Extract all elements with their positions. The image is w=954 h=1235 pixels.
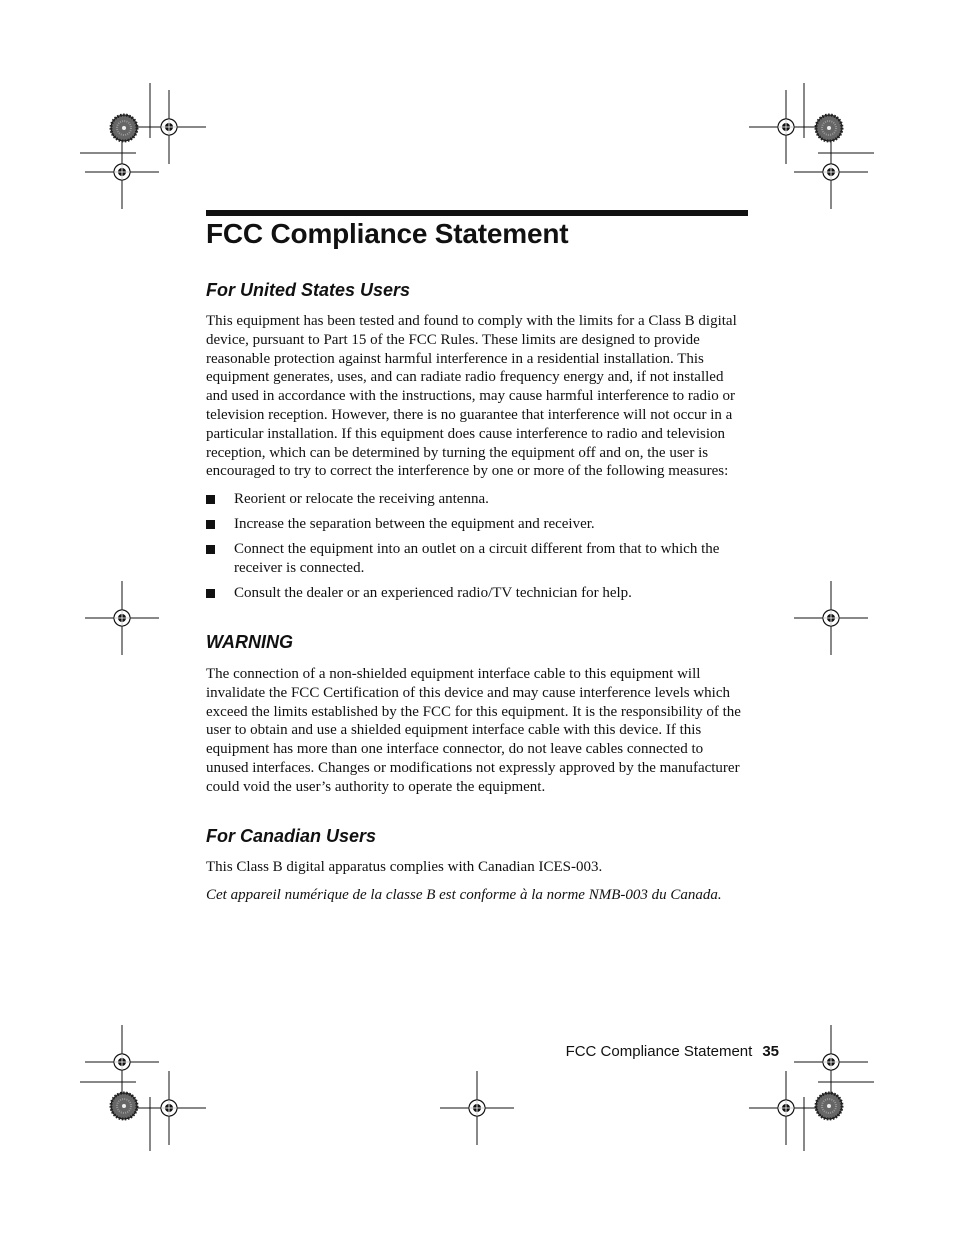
registration-mark [85, 581, 159, 655]
registration-mark [794, 135, 868, 209]
color-wheel-mark [816, 115, 842, 141]
color-wheel-mark [111, 115, 137, 141]
canadian-users-heading: For Canadian Users [206, 826, 377, 846]
page-title: FCC Compliance Statement [206, 218, 569, 249]
registration-mark [132, 90, 206, 164]
registration-mark [132, 1071, 206, 1145]
page-number: 35 [762, 1043, 779, 1060]
canadian-english-statement: This Class B digital apparatus complies with Canadian ICES-003. [206, 859, 603, 875]
registration-mark [85, 135, 159, 209]
bullet-square-icon [206, 495, 215, 504]
us-users-paragraph: This equipment has been tested and found to comply with the limits for a Class B digital device, pursuant to Part 15 of the FCC Rules. These limits are designed to provide reasonable protection against harmful interference in a residential installation. This equipment generates, uses, and can radiate radio frequency energy and, if not installed and used in accordance with the instructions, may cause harmful interference to radio or television reception. However, there is no guarantee that interference will not occur in a particular installation. If this equipment does cause interference to radio and television reception, which can be determined by turning the equipment off and on, the user is encouraged to try to correct the interference by one or more of the following measures: [206, 313, 737, 480]
registration-mark [749, 90, 823, 164]
color-wheel-mark [111, 1093, 137, 1119]
bullet-square-icon [206, 520, 215, 529]
registration-mark [749, 1071, 823, 1145]
warning-paragraph: The connection of a non-shielded equipment interface cable to this equipment will invalidate the FCC Certification of this device and may cause interference levels which exceed the limits established by the FCC for this equipment. It is the responsibility of the user to obtain and use a shielded equipment interface cable with this device. If this equipment has more than one interface connector, do not leave cables connected to unused interfaces. Changes or modifications not expressly approved by the manufacturer could void the user’s authority to operate the equipment. [206, 666, 741, 795]
page-footer [566, 1043, 779, 1060]
canadian-french-statement: Cet appareil numérique de la classe B est conforme à la norme NMB-003 du Canada. [206, 887, 722, 903]
us-users-heading: For United States Users [206, 280, 411, 300]
list-item-text: Increase the separation between the equipment and receiver. [234, 516, 595, 532]
list-item-text: Consult the dealer or an experienced radio/TV technician for help. [234, 585, 632, 601]
registration-mark [794, 1025, 868, 1099]
bullet-square-icon [206, 589, 215, 598]
list-item-text: Reorient or relocate the receiving antenna. [234, 491, 489, 507]
title-rule [206, 210, 748, 216]
list-item-text: Connect the equipment into an outlet on a circuit different from that to which the receiver is connected. [234, 541, 720, 576]
footer-section-label: FCC Compliance Statement [565, 1043, 753, 1060]
registration-mark [440, 1071, 514, 1145]
warning-heading: WARNING [206, 632, 293, 652]
bullet-square-icon [206, 545, 215, 554]
registration-mark [794, 581, 868, 655]
color-wheel-mark [816, 1093, 842, 1119]
registration-mark [85, 1025, 159, 1099]
